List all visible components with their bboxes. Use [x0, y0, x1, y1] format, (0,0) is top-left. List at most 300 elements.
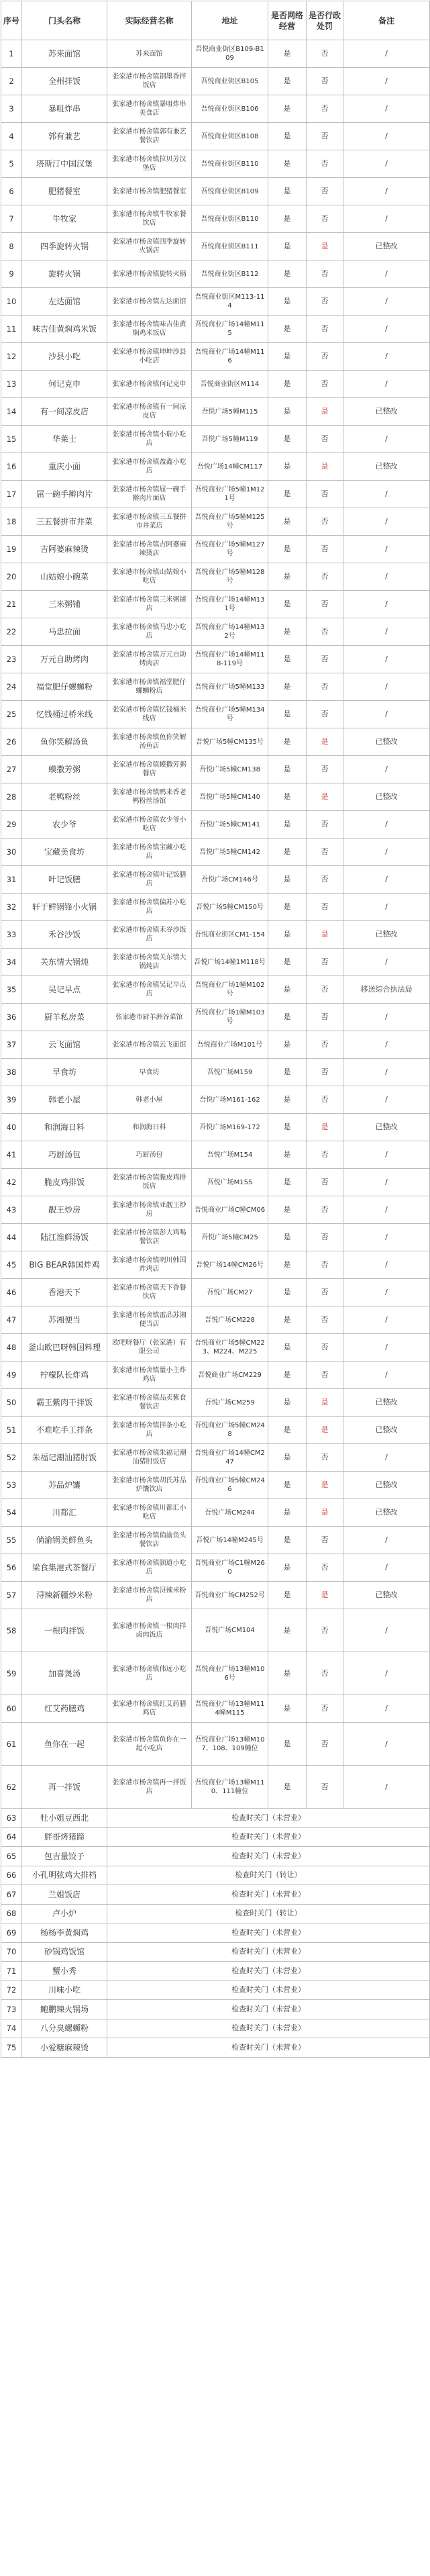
cell-address: 吾悦商业广场C1幢M260	[192, 1554, 268, 1582]
cell-remark: 已整改	[343, 1472, 430, 1499]
cell-remark: /	[343, 1169, 430, 1196]
cell-address: 吾悦广场14幢CM26号	[192, 1251, 268, 1279]
cell-remark: /	[343, 343, 430, 371]
cell-address: 吾悦广场CM228	[192, 1306, 268, 1334]
cell-remark: /	[343, 316, 430, 343]
table-row-closed	[1, 1809, 430, 1828]
cell-no: 18	[1, 508, 22, 536]
cell-business-name: 张家港市杨舍镇脆皮鸡排饭店	[107, 1169, 192, 1196]
cell-remark: 已整改	[343, 1417, 430, 1444]
table-row	[1, 260, 430, 288]
cell-address: 吾悦商业广场13幢M107、108、109幢位	[192, 1723, 268, 1766]
table-row	[1, 1114, 430, 1141]
cell-address: 吾悦广场5幢CM150号	[192, 894, 268, 921]
cell-store: 肥猪餐室	[22, 178, 107, 205]
cell-store: 老鸭粉丝	[22, 783, 107, 811]
cell-penalty: 否	[307, 1695, 343, 1723]
cell-remark: /	[343, 1004, 430, 1031]
cell-penalty: 否	[307, 1059, 343, 1086]
table-row	[1, 1766, 430, 1809]
cell-online: 是	[268, 1169, 307, 1196]
cell-no: 51	[1, 1417, 22, 1444]
cell-remark: /	[343, 1527, 430, 1554]
cell-no: 31	[1, 866, 22, 894]
cell-no: 58	[1, 1609, 22, 1652]
table-row	[1, 894, 430, 921]
cell-store: 川味小吃	[22, 1981, 107, 2000]
cell-penalty: 否	[307, 68, 343, 95]
cell-no: 63	[1, 1809, 22, 1828]
cell-remark: 已整改	[343, 1582, 430, 1609]
cell-remark: /	[343, 536, 430, 563]
cell-no: 14	[1, 398, 22, 426]
table-row	[1, 316, 430, 343]
cell-penalty: 是	[307, 1499, 343, 1527]
cell-no: 73	[1, 2000, 22, 2019]
cell-remark: 已整改	[343, 1114, 430, 1141]
cell-no: 46	[1, 1279, 22, 1306]
cell-business-name: 张家港市杨舍镇肥猪餐室	[107, 178, 192, 205]
cell-business-name: 张家港市杨舍镇雷品苏湘便当店	[107, 1306, 192, 1334]
table-row	[1, 205, 430, 233]
cell-penalty: 否	[307, 1086, 343, 1114]
cell-address: 吾悦商业街区B105	[192, 68, 268, 95]
cell-store: 福堂肥仔螺蛳粉	[22, 673, 107, 701]
cell-online: 是	[268, 205, 307, 233]
cell-penalty: 是	[307, 1582, 343, 1609]
cell-online: 是	[268, 618, 307, 646]
cell-store: 柠檬队长炸鸡	[22, 1362, 107, 1389]
cell-online: 是	[268, 178, 307, 205]
cell-remark: /	[343, 1695, 430, 1723]
cell-online: 是	[268, 1444, 307, 1472]
cell-remark: 已整改	[343, 233, 430, 260]
cell-no: 3	[1, 95, 22, 123]
cell-store: 脆皮鸡排饭	[22, 1169, 107, 1196]
cell-remark: /	[343, 1279, 430, 1306]
table-row	[1, 1059, 430, 1086]
cell-address: 吾悦广场CM259	[192, 1389, 268, 1417]
table-row-closed	[1, 1981, 430, 2000]
table-row	[1, 563, 430, 591]
cell-business-name: 张家港市杨舍镇偏苏小吃店	[107, 894, 192, 921]
cell-remark: /	[343, 205, 430, 233]
cell-online: 是	[268, 1224, 307, 1251]
header-no: 序号	[1, 1, 22, 40]
table-row-closed	[1, 2019, 430, 2038]
cell-penalty: 否	[307, 95, 343, 123]
table-row	[1, 1306, 430, 1334]
cell-address: 吾悦广场5幢CM141	[192, 811, 268, 839]
table-row	[1, 756, 430, 783]
cell-online: 是	[268, 288, 307, 316]
cell-business-name: 张家港市杨舍镇倘渝鱼头餐饮店	[107, 1527, 192, 1554]
cell-online: 是	[268, 1472, 307, 1499]
cell-store: 巧厨汤包	[22, 1141, 107, 1169]
cell-penalty: 否	[307, 1306, 343, 1334]
cell-store: 有一间凉皮店	[22, 398, 107, 426]
cell-address: 吾悦商业街区B110	[192, 150, 268, 178]
cell-address: 吾悦商业街区B110	[192, 205, 268, 233]
cell-remark: /	[343, 288, 430, 316]
cell-store: 釜山欧巴呀韩国料理	[22, 1334, 107, 1362]
cell-no: 64	[1, 1827, 22, 1847]
cell-closed-status: 检查时关门（未营业）	[107, 1981, 430, 2000]
cell-store: BIG BEAR韩国炸鸡	[22, 1251, 107, 1279]
cell-address: 吾悦商业广场13幢M110、111幢位	[192, 1766, 268, 1809]
cell-address: 吾悦广场CM146号	[192, 866, 268, 894]
cell-no: 41	[1, 1141, 22, 1169]
cell-business-name: 张家港市杨舍镇胡氏苏品炉馕饮店	[107, 1472, 192, 1499]
cell-store: 暴咀炸串	[22, 95, 107, 123]
cell-address: 吾悦广场M155	[192, 1169, 268, 1196]
cell-remark: /	[343, 1652, 430, 1695]
cell-closed-status: 检查时关门（未营业）	[107, 1809, 430, 1828]
cell-store: 牛牧家	[22, 205, 107, 233]
cell-penalty: 否	[307, 811, 343, 839]
cell-business-name: 张家港市杨舍镇暴咀炸串美食店	[107, 95, 192, 123]
table-row	[1, 949, 430, 976]
cell-address: 吾悦商业广场1幢M103号	[192, 1004, 268, 1031]
table-row	[1, 398, 430, 426]
cell-store: 三五餐拼市井菜	[22, 508, 107, 536]
cell-remark: /	[343, 591, 430, 618]
table-row	[1, 591, 430, 618]
cell-remark: /	[343, 123, 430, 150]
cell-closed-status: 检查时关门（未营业）	[107, 1847, 430, 1866]
cell-store: 香港天下	[22, 1279, 107, 1306]
table-row	[1, 921, 430, 949]
cell-no: 59	[1, 1652, 22, 1695]
table-row	[1, 1196, 430, 1224]
cell-online: 是	[268, 536, 307, 563]
cell-no: 19	[1, 536, 22, 563]
cell-business-name: 张家港市杨舍镇吉阿婆麻辣烫店	[107, 536, 192, 563]
cell-penalty: 否	[307, 1362, 343, 1389]
table-row-closed	[1, 1942, 430, 1962]
cell-address: 吾悦广场5幢CM135号	[192, 728, 268, 756]
cell-remark: /	[343, 1086, 430, 1114]
cell-remark: /	[343, 866, 430, 894]
cell-store: 靓王炒房	[22, 1196, 107, 1224]
cell-address: 吾悦商业广场14幢M115	[192, 316, 268, 343]
cell-store: 朱福记潮汕猪肘饭	[22, 1444, 107, 1472]
table-row	[1, 783, 430, 811]
cell-online: 是	[268, 1389, 307, 1417]
cell-business-name: 张家港市杨舍镇宝藏小吃店	[107, 839, 192, 866]
cell-business-name: 张家港市杨舍镇鱼你在一起小吃店	[107, 1723, 192, 1766]
cell-no: 56	[1, 1554, 22, 1582]
cell-business-name: 张家港市杨舍镇叶记饭膳店	[107, 866, 192, 894]
cell-store: 吉阿婆麻辣烫	[22, 536, 107, 563]
cell-online: 是	[268, 894, 307, 921]
cell-penalty: 否	[307, 1169, 343, 1196]
cell-store: 杨杨李黄焖鸡	[22, 1923, 107, 1943]
cell-no: 12	[1, 343, 22, 371]
cell-no: 39	[1, 1086, 22, 1114]
cell-no: 10	[1, 288, 22, 316]
cell-penalty: 否	[307, 260, 343, 288]
cell-remark: /	[343, 1609, 430, 1652]
cell-online: 是	[268, 646, 307, 673]
cell-store: 屈一碗手擀肉片	[22, 481, 107, 508]
cell-online: 是	[268, 1499, 307, 1527]
cell-no: 57	[1, 1582, 22, 1609]
cell-business-name: 张家港市杨舍镇亚靓王炒房	[107, 1196, 192, 1224]
cell-remark: /	[343, 1554, 430, 1582]
cell-penalty: 否	[307, 481, 343, 508]
cell-penalty: 否	[307, 205, 343, 233]
cell-no: 40	[1, 1114, 22, 1141]
cell-penalty: 否	[307, 866, 343, 894]
cell-no: 69	[1, 1923, 22, 1943]
cell-penalty: 否	[307, 701, 343, 728]
cell-no: 24	[1, 673, 22, 701]
cell-remark: /	[343, 1723, 430, 1766]
cell-remark: /	[343, 701, 430, 728]
cell-store: 沙县小吃	[22, 343, 107, 371]
cell-no: 54	[1, 1499, 22, 1527]
cell-store: 万元自助烤肉	[22, 646, 107, 673]
cell-no: 16	[1, 453, 22, 481]
cell-remark: /	[343, 40, 430, 68]
cell-closed-status: 检查时关门（未营业）	[107, 2000, 430, 2019]
cell-closed-status: 检查时关门（未营业）	[107, 1923, 430, 1943]
cell-address: 吾悦广场5幢CM25	[192, 1224, 268, 1251]
cell-business-name: 巧厨汤包	[107, 1141, 192, 1169]
table-row	[1, 1527, 430, 1554]
cell-no: 32	[1, 894, 22, 921]
cell-store: 叶记饭膳	[22, 866, 107, 894]
cell-penalty: 否	[307, 1766, 343, 1809]
cell-store: 四季旋转火锅	[22, 233, 107, 260]
cell-store: 兰姐饭店	[22, 1885, 107, 1905]
cell-remark: /	[343, 68, 430, 95]
cell-no: 71	[1, 1962, 22, 1981]
cell-store: 陆江淮鲜汤饭	[22, 1224, 107, 1251]
cell-business-name: 张家港市杨舍镇拉贝芳汉堡店	[107, 150, 192, 178]
cell-remark: /	[343, 839, 430, 866]
cell-online: 是	[268, 68, 307, 95]
table-row	[1, 426, 430, 453]
cell-closed-status: 检查时关门（未营业）	[107, 2019, 430, 2038]
cell-online: 是	[268, 1279, 307, 1306]
cell-penalty: 否	[307, 949, 343, 976]
cell-address: 吾悦广场M169-172	[192, 1114, 268, 1141]
cell-remark: /	[343, 178, 430, 205]
cell-store: 蟹小秀	[22, 1962, 107, 1981]
cell-store: 砂锅鸡饭馆	[22, 1942, 107, 1962]
cell-business-name: 张家港市杨舍镇拌条小吃店	[107, 1417, 192, 1444]
cell-online: 是	[268, 481, 307, 508]
cell-business-name: 张家港市杨舍镇万元自助烤肉店	[107, 646, 192, 673]
cell-store: 禾谷沙饭	[22, 921, 107, 949]
cell-remark: /	[343, 1444, 430, 1472]
cell-online: 是	[268, 949, 307, 976]
cell-no: 2	[1, 68, 22, 95]
cell-address: 吾悦商业街区B112	[192, 260, 268, 288]
cell-store: 倘渝锅美鲜鱼头	[22, 1527, 107, 1554]
cell-business-name: 张家港市杨舍镇屈一碗手擀肉片面店	[107, 481, 192, 508]
table-row	[1, 1389, 430, 1417]
cell-business-name: 张家港市杨舍镇蟆撒芳粥餐店	[107, 756, 192, 783]
cell-remark: /	[343, 618, 430, 646]
table-row	[1, 178, 430, 205]
table-row	[1, 1224, 430, 1251]
cell-no: 33	[1, 921, 22, 949]
cell-address: 吾悦商业广场13幢M106号	[192, 1652, 268, 1695]
cell-no: 23	[1, 646, 22, 673]
cell-online: 是	[268, 40, 307, 68]
cell-address: 吾悦商业广场5幢M128号	[192, 563, 268, 591]
cell-penalty: 否	[307, 508, 343, 536]
cell-address: 吾悦商业街区M114	[192, 371, 268, 398]
cell-no: 21	[1, 591, 22, 618]
cell-business-name: 张家港市杨舍镇三米粥铺店	[107, 591, 192, 618]
cell-online: 是	[268, 1554, 307, 1582]
cell-address: 吾悦商业广场CM229	[192, 1362, 268, 1389]
cell-store: 鱼你笑解汤鱼	[22, 728, 107, 756]
table-row-closed	[1, 1847, 430, 1866]
cell-no: 11	[1, 316, 22, 343]
table-row	[1, 1031, 430, 1059]
cell-online: 是	[268, 866, 307, 894]
cell-no: 68	[1, 1904, 22, 1923]
cell-penalty: 否	[307, 40, 343, 68]
cell-no: 52	[1, 1444, 22, 1472]
cell-online: 是	[268, 260, 307, 288]
cell-store: 小爱糖麻辣烫	[22, 2038, 107, 2058]
cell-penalty: 是	[307, 1114, 343, 1141]
inspection-table	[1, 1, 430, 2058]
cell-no: 1	[1, 40, 22, 68]
cell-address: 吾悦商业街区B109	[192, 178, 268, 205]
cell-penalty: 否	[307, 426, 343, 453]
cell-penalty: 否	[307, 976, 343, 1004]
cell-no: 48	[1, 1334, 22, 1362]
cell-online: 是	[268, 1609, 307, 1652]
cell-penalty: 否	[307, 178, 343, 205]
cell-address: 吾悦商业广场14幢CM247	[192, 1444, 268, 1472]
table-row	[1, 618, 430, 646]
cell-penalty: 否	[307, 1444, 343, 1472]
table-row	[1, 1362, 430, 1389]
cell-no: 4	[1, 123, 22, 150]
cell-online: 是	[268, 1766, 307, 1809]
cell-address: 吾悦商业街区B108	[192, 123, 268, 150]
cell-address: 吾悦商业广场5幢M134号	[192, 701, 268, 728]
cell-remark: /	[343, 1306, 430, 1334]
cell-remark: /	[343, 1224, 430, 1251]
table-row	[1, 288, 430, 316]
cell-business-name: 张家港市杨舍镇朱福记潮汕猪肘饭店	[107, 1444, 192, 1472]
table-row	[1, 1582, 430, 1609]
table-row	[1, 343, 430, 371]
cell-remark: 已整改	[343, 453, 430, 481]
cell-online: 是	[268, 1362, 307, 1389]
cell-remark: 已整改	[343, 728, 430, 756]
cell-business-name: 张家港市杨舍镇天下香餐饮店	[107, 1279, 192, 1306]
cell-store: 加喜煲汤	[22, 1652, 107, 1695]
cell-online: 是	[268, 921, 307, 949]
cell-online: 是	[268, 1251, 307, 1279]
cell-online: 是	[268, 426, 307, 453]
cell-penalty: 否	[307, 1609, 343, 1652]
cell-no: 34	[1, 949, 22, 976]
cell-address: 吾悦商业广场5幢1M121号	[192, 481, 268, 508]
cell-remark: /	[343, 1141, 430, 1169]
cell-store: 农少爷	[22, 811, 107, 839]
cell-business-name: 张家港市杨舍镇禾谷沙饭店	[107, 921, 192, 949]
cell-no: 8	[1, 233, 22, 260]
cell-business-name: 张家港市杨舍镇明川韩国炸鸡店	[107, 1251, 192, 1279]
cell-penalty: 是	[307, 1389, 343, 1417]
cell-store: 八分臭螺蛳粉	[22, 2019, 107, 2038]
table-row	[1, 123, 430, 150]
cell-remark: /	[343, 260, 430, 288]
cell-online: 是	[268, 1417, 307, 1444]
cell-address: 吾悦商业广场5幢CM223、M224、M225	[192, 1334, 268, 1362]
cell-penalty: 是	[307, 728, 343, 756]
table-row	[1, 453, 430, 481]
cell-online: 是	[268, 1031, 307, 1059]
cell-remark: /	[343, 1031, 430, 1059]
cell-online: 是	[268, 150, 307, 178]
table-row	[1, 481, 430, 508]
cell-penalty: 否	[307, 839, 343, 866]
cell-remark: 已整改	[343, 398, 430, 426]
table-row	[1, 811, 430, 839]
cell-business-name: 张家港市杨舍镇郭有兼艺餐饮店	[107, 123, 192, 150]
header-remark: 备注	[343, 1, 430, 40]
cell-penalty: 否	[307, 123, 343, 150]
cell-penalty: 否	[307, 1527, 343, 1554]
cell-address: 吾悦广场5幢M119	[192, 426, 268, 453]
cell-business-name: 张家港市杨舍镇吴记早点店	[107, 976, 192, 1004]
table-row	[1, 1554, 430, 1582]
table-row	[1, 1279, 430, 1306]
cell-address: 吾悦商业广场14幢M132号	[192, 618, 268, 646]
cell-store: 苏湘便当	[22, 1306, 107, 1334]
cell-address: 吾悦广场14幢1M118号	[192, 949, 268, 976]
cell-remark: /	[343, 1766, 430, 1809]
cell-online: 是	[268, 1114, 307, 1141]
table-row	[1, 1723, 430, 1766]
cell-closed-status: 检查时关门（转让）	[107, 1866, 430, 1885]
cell-remark: /	[343, 673, 430, 701]
cell-online: 是	[268, 756, 307, 783]
cell-penalty: 否	[307, 1031, 343, 1059]
cell-no: 42	[1, 1169, 22, 1196]
cell-no: 38	[1, 1059, 22, 1086]
cell-online: 是	[268, 371, 307, 398]
cell-no: 25	[1, 701, 22, 728]
cell-penalty: 是	[307, 1472, 343, 1499]
cell-address: 吾悦广场5幢CM142	[192, 839, 268, 866]
cell-online: 是	[268, 95, 307, 123]
cell-store: 重庆小面	[22, 453, 107, 481]
cell-store: 华莱士	[22, 426, 107, 453]
cell-store: 忆钱桶过桥米线	[22, 701, 107, 728]
cell-business-name: 张家港市杨舍镇牛牧家餐饮店	[107, 205, 192, 233]
cell-remark: 已整改	[343, 783, 430, 811]
cell-remark: 已整改	[343, 1499, 430, 1527]
cell-address: 吾悦商业广场14幢M116	[192, 343, 268, 371]
cell-penalty: 是	[307, 1417, 343, 1444]
cell-closed-status: 检查时关门（转让）	[107, 1904, 430, 1923]
cell-no: 15	[1, 426, 22, 453]
cell-remark: /	[343, 1251, 430, 1279]
